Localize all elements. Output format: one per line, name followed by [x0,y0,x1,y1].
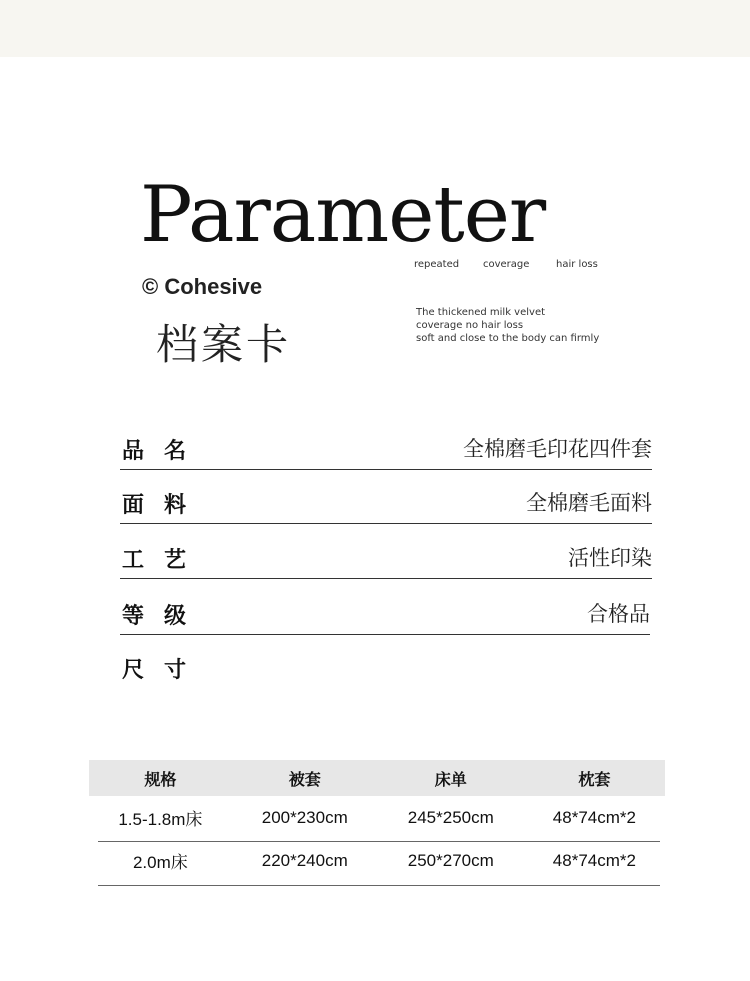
param-label: 尺寸 [122,658,207,683]
param-label: 等级 [122,604,207,629]
tag-repeated: repeated [414,259,460,270]
size-table [89,760,665,882]
param-value: 全棉磨毛印花四件套 [463,437,652,461]
table-cell: 48*74cm*2 [552,807,636,827]
param-row-name [120,415,652,470]
description-line: soft and close to the body can firmly [416,333,600,344]
table-cell: 220*240cm [261,850,348,870]
param-row-grade [120,580,650,635]
tag-hair-loss: hair loss [556,259,598,270]
description-line: coverage no hair loss [416,320,524,331]
table-header-row [89,760,665,796]
cn-title: 档案卡 [156,320,292,369]
table-row [89,839,665,882]
column-header: 规格 [89,760,232,796]
param-label: 工艺 [122,548,207,573]
table-cell: 245*250cm [407,807,494,827]
table-divider [98,885,660,886]
table-cell: 250*270cm [407,850,494,870]
column-header: 被套 [232,760,378,796]
description-line: The thickened milk velvet [416,307,546,318]
table-cell: 1.5-1.8m床 [118,810,203,829]
table-cell: 200*230cm [261,807,348,827]
table-row [89,796,665,839]
table-cell: 2.0m床 [132,853,188,872]
param-row-fabric [120,469,652,524]
param-row-size [120,634,652,688]
brand-name: © Cohesive [142,274,263,299]
top-band [0,0,750,57]
param-row-process [120,524,652,579]
table-divider [98,841,660,842]
param-label: 品名 [122,439,207,464]
column-header: 枕套 [524,760,665,796]
param-value: 全棉磨毛面料 [526,491,652,515]
page-title: Parameter [140,170,546,260]
column-header: 床单 [378,760,524,796]
param-label: 面料 [122,493,207,518]
param-value: 合格品 [587,602,650,626]
tag-coverage: coverage [483,259,530,270]
table-cell: 48*74cm*2 [552,850,636,870]
description [416,306,599,345]
param-value: 活性印染 [568,546,652,570]
